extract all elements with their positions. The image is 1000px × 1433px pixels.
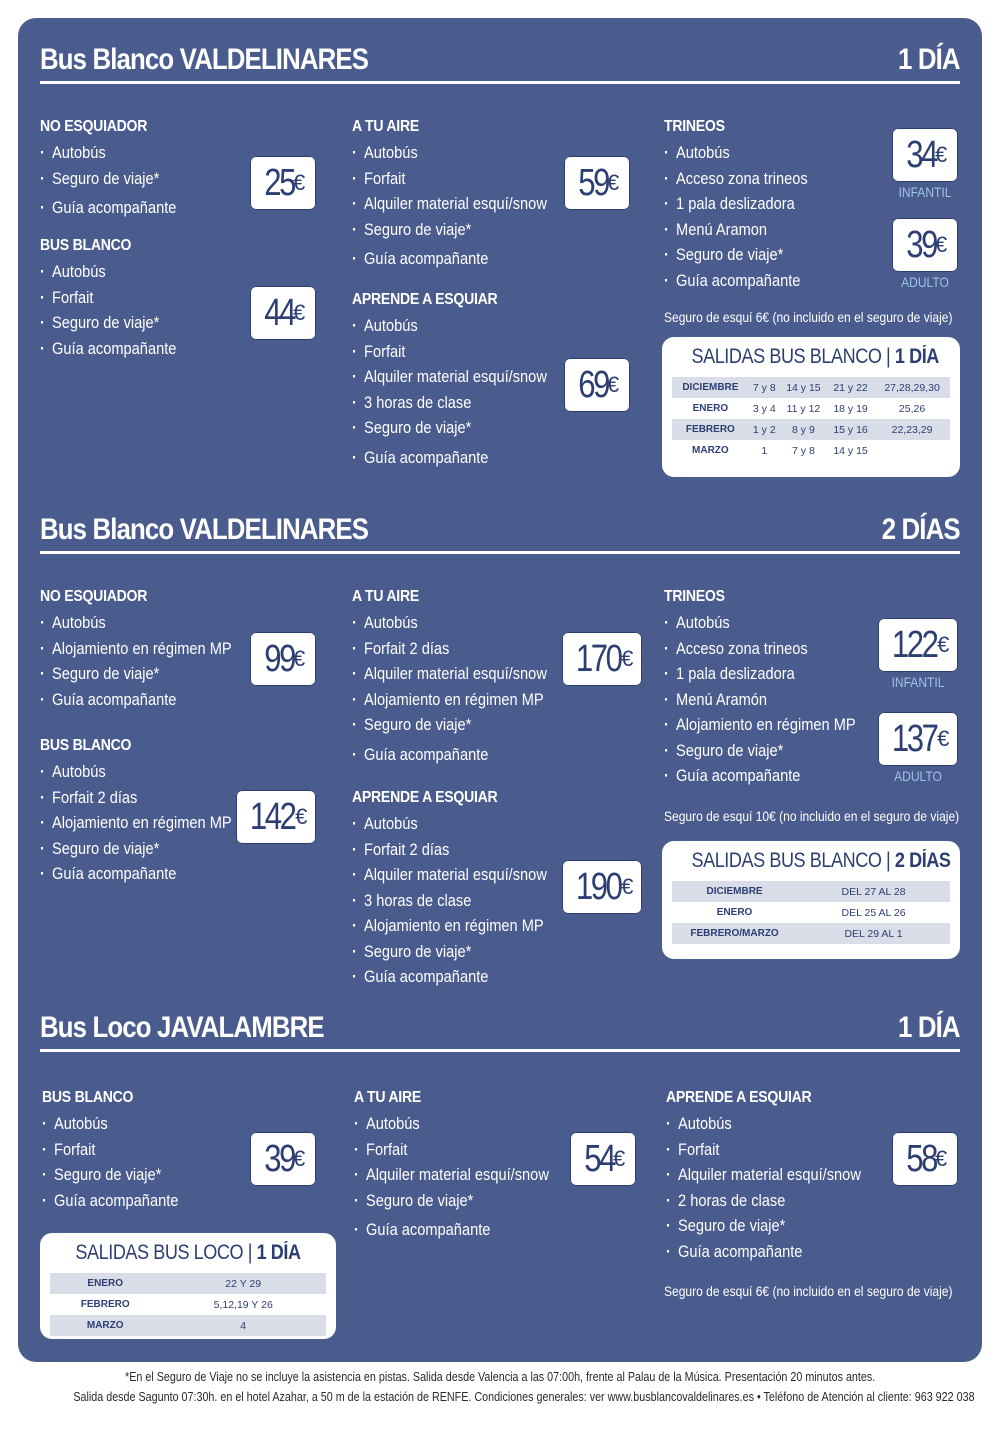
group-bus-blanco-1dia <box>40 237 199 361</box>
list-item: · Forfait <box>354 1137 549 1163</box>
schedule-title-light: SALIDAS BUS BLANCO | <box>691 849 891 872</box>
section-3-title-light: Bus Loco <box>40 1011 151 1044</box>
table-cell: DEL 27 AL 28 <box>797 881 950 902</box>
section-2-duration: 2 DÍAS <box>881 513 960 546</box>
euro-sign: € <box>935 1146 948 1171</box>
list-item: · 1 pala deslizadora <box>664 191 808 217</box>
list-item: · 1 pala deslizadora <box>664 661 856 687</box>
table-cell: FEBRERO <box>672 419 749 440</box>
list-item: · Alojamiento en régimen MP <box>352 913 547 939</box>
list-item: · Forfait 2 días <box>40 785 232 811</box>
table-cell: 15 y 16 <box>827 419 874 440</box>
table-cell: DEL 29 AL 1 <box>797 923 950 944</box>
table-cell: ENERO <box>692 403 729 414</box>
list-item: · Autobús <box>352 313 547 339</box>
list-item: · Alquiler material esquí/snow <box>352 862 547 888</box>
group-title: NO ESQUIADOR <box>40 118 148 135</box>
footer-line-2 <box>0 1390 1000 1404</box>
group-no-esquiador-1dia <box>40 118 199 221</box>
euro-sign: € <box>935 142 948 167</box>
euro-sign: € <box>621 874 634 899</box>
list-item: · Seguro de viaje* <box>352 712 547 738</box>
price-value: 44 <box>263 291 294 334</box>
price-value: 58 <box>905 1137 936 1180</box>
price-value: 34 <box>905 133 936 176</box>
table-row <box>50 1294 326 1315</box>
euro-sign: € <box>607 170 620 195</box>
ski-insurance-note: Seguro de esquí 6€ (no incluido en el seguro de viaje) <box>664 309 953 325</box>
table-cell: 8 y 9 <box>780 419 827 440</box>
price-value: 69 <box>577 363 608 406</box>
list-item: · Guía acompañante <box>40 195 176 221</box>
group-aprende-javalambre <box>666 1089 893 1264</box>
euro-sign: € <box>937 726 950 751</box>
group-title: BUS BLANCO <box>40 737 132 754</box>
group-title: APRENDE A ESQUIAR <box>666 1089 812 1106</box>
list-item: · Menú Aramon <box>664 217 808 243</box>
group-bus-blanco-javalambre <box>42 1089 201 1213</box>
list-item: · Guía acompañante <box>352 964 547 990</box>
list-item: · Seguro de viaje* <box>40 166 176 192</box>
table-cell: 14 y 15 <box>780 377 827 398</box>
list-item: · Autobús <box>664 610 856 636</box>
euro-sign: € <box>293 300 306 325</box>
group-title: NO ESQUIADOR <box>40 588 148 605</box>
list-item: · Alquiler material esquí/snow <box>666 1162 861 1188</box>
table-cell: 3 y 4 <box>752 402 776 415</box>
table-cell: 22,23,29 <box>874 419 950 440</box>
price-badge-child <box>892 128 958 182</box>
price-badge <box>250 1132 316 1186</box>
table-cell: FEBRERO/MARZO <box>672 923 797 944</box>
list-item: · 3 horas de clase <box>352 390 547 416</box>
table-cell: 18 y 19 <box>833 402 868 415</box>
list-item: · Guía acompañante <box>664 763 856 789</box>
section-2-header <box>40 514 960 554</box>
list-item: · Seguro de viaje* <box>352 415 547 441</box>
group-title: BUS BLANCO <box>42 1089 134 1106</box>
table-cell: 11 y 12 <box>786 402 821 415</box>
price-value: 25 <box>263 161 294 204</box>
price-badge <box>250 156 316 210</box>
euro-sign: € <box>621 646 634 671</box>
euro-sign: € <box>607 372 620 397</box>
group-bus-blanco-2dias <box>40 737 263 887</box>
section-3-title-bold: JAVALAMBRE <box>156 1011 324 1044</box>
table-row <box>672 881 950 902</box>
list-item: · Alquiler material esquí/snow <box>352 191 547 217</box>
group-a-tu-aire-1dia <box>352 118 579 272</box>
price-badge <box>564 156 630 210</box>
list-item: · Autobús <box>40 259 176 285</box>
group-title: A TU AIRE <box>352 588 419 605</box>
section-1-title <box>40 43 368 77</box>
infantil-label: INFANTIL <box>898 184 952 200</box>
group-a-tu-aire-2dias <box>352 588 579 767</box>
table-row <box>672 377 950 398</box>
table-cell: 1 y 2 <box>749 419 780 440</box>
list-item: · Guía acompañante <box>40 861 232 887</box>
section-1-header <box>40 44 960 84</box>
table-row <box>672 398 950 419</box>
price-badge <box>250 286 316 340</box>
ski-insurance-note: Seguro de esquí 6€ (no incluido en el seguro de viaje) <box>664 1283 953 1299</box>
section-3-header <box>40 1012 960 1052</box>
price-value: 190 <box>575 865 621 908</box>
schedule-box-2dias <box>662 841 960 959</box>
list-item: · Seguro de viaje* <box>40 836 232 862</box>
list-item: · Seguro de viaje* <box>666 1213 861 1239</box>
table-cell: 7 y 8 <box>792 444 815 457</box>
price-badge <box>892 1132 958 1186</box>
euro-sign: € <box>613 1146 626 1171</box>
section-2-title <box>40 513 368 547</box>
list-item: · Autobús <box>664 140 808 166</box>
price-value: 142 <box>249 795 295 838</box>
group-title: APRENDE A ESQUIAR <box>352 789 498 806</box>
table-cell: 27,28,29,30 <box>874 377 950 398</box>
list-item: · Autobús <box>666 1111 861 1137</box>
section-1-title-light: Bus Blanco <box>40 43 174 76</box>
list-item: · Alojamiento en régimen MP <box>352 687 547 713</box>
list-item: · Forfait <box>352 339 547 365</box>
list-item: · Acceso zona trineos <box>664 636 856 662</box>
list-item: · Autobús <box>40 759 232 785</box>
list-item: · Guía acompañante <box>666 1239 861 1265</box>
list-item: · Acceso zona trineos <box>664 166 808 192</box>
adulto-label: ADULTO <box>901 274 949 290</box>
euro-sign: € <box>293 170 306 195</box>
list-item: · Seguro de viaje* <box>664 738 856 764</box>
schedule-table <box>672 881 950 944</box>
group-aprende-2dias <box>352 789 579 990</box>
section-2-title-light: Bus Blanco <box>40 513 174 546</box>
list-item: · Forfait <box>42 1137 178 1163</box>
list-item: · Guía acompañante <box>664 268 808 294</box>
list-item: · Seguro de viaje* <box>352 939 547 965</box>
price-badge <box>562 632 642 686</box>
schedule-title <box>691 345 939 369</box>
schedule-title <box>69 1241 306 1265</box>
list-item: · Seguro de viaje* <box>354 1188 549 1214</box>
table-cell: ENERO <box>716 907 753 918</box>
list-item: · Forfait <box>352 166 547 192</box>
list-item: · Alojamiento en régimen MP <box>664 712 856 738</box>
table-row <box>672 419 950 440</box>
list-item: · Autobús <box>40 140 176 166</box>
table-cell: 14 y 15 <box>833 444 868 457</box>
table-cell: MARZO <box>50 1315 160 1336</box>
group-trineos-2dias <box>664 588 887 789</box>
list-item: · Alojamiento en régimen MP <box>40 636 232 662</box>
list-item: · Alquiler material esquí/snow <box>352 661 547 687</box>
list-item: · Autobús <box>42 1111 178 1137</box>
list-item: · Autobús <box>352 811 547 837</box>
list-item: · Guía acompañante <box>40 336 176 362</box>
table-cell: ENERO <box>50 1273 160 1294</box>
section-1-title-bold: VALDELINARES <box>179 43 369 76</box>
list-item: · Seguro de viaje* <box>40 661 232 687</box>
list-item: · Autobús <box>40 610 232 636</box>
table-cell: 21 y 22 <box>827 377 874 398</box>
group-title: TRINEOS <box>664 118 725 135</box>
section-3-title <box>40 1011 324 1045</box>
list-item: · Guía acompañante <box>352 246 547 272</box>
schedule-table <box>672 377 950 461</box>
euro-sign: € <box>937 632 950 657</box>
group-title: APRENDE A ESQUIAR <box>352 291 498 308</box>
schedule-table <box>50 1273 326 1336</box>
price-badge <box>570 1132 636 1186</box>
list-item: · Forfait 2 días <box>352 837 547 863</box>
price-badge <box>250 632 316 686</box>
group-trineos-1dia <box>664 118 831 293</box>
table-cell: FEBRERO <box>80 1299 130 1310</box>
list-item: · 3 horas de clase <box>352 888 547 914</box>
list-item: · Autobús <box>352 610 547 636</box>
section-3-duration: 1 DÍA <box>898 1011 960 1044</box>
list-item: · Seguro de viaje* <box>40 310 176 336</box>
price-badge-adult <box>878 712 958 766</box>
group-aprende-1dia <box>352 291 579 470</box>
footer-text: Salida desde Sagunto 07:30h. en el hotel Azahar, a 50 m de la estación de RENFE. Condiciones generales: ver www.busblancovaldelinares.es • Teléfono de Atención al cliente: 963 922 038 <box>73 1390 975 1404</box>
table-cell: 5,12,19 Y 26 <box>213 1298 273 1311</box>
table-cell: 25,26 <box>898 402 926 415</box>
price-value: 54 <box>583 1137 614 1180</box>
schedule-title-bold: 1 DÍA <box>256 1241 301 1264</box>
list-item: · Autobús <box>352 140 547 166</box>
schedule-box-1dia <box>662 337 960 477</box>
list-item: · Guía acompañante <box>40 687 232 713</box>
list-item: · Alquiler material esquí/snow <box>354 1162 549 1188</box>
list-item: · Guía acompañante <box>42 1188 178 1214</box>
table-cell: DICIEMBRE <box>672 377 749 398</box>
section-1-duration: 1 DÍA <box>898 43 960 76</box>
euro-sign: € <box>293 1146 306 1171</box>
euro-sign: € <box>293 646 306 671</box>
list-item: · Guía acompañante <box>352 445 547 471</box>
group-title: A TU AIRE <box>354 1089 421 1106</box>
list-item: · Alojamiento en régimen MP <box>40 810 232 836</box>
list-item: · Forfait 2 días <box>352 636 547 662</box>
group-title: TRINEOS <box>664 588 725 605</box>
schedule-title-light: SALIDAS BUS BLANCO | <box>691 345 891 368</box>
price-badge <box>564 358 630 412</box>
table-row <box>672 902 950 923</box>
footer-text: *En el Seguro de Viaje no se incluye la asistencia en pistas. Salida desde Valencia a las 07:00h, frente al Palau de la Música. Presentación 20 minutos antes. <box>124 1370 876 1384</box>
table-row <box>50 1315 326 1336</box>
table-cell: DEL 25 AL 26 <box>841 906 906 919</box>
group-title: A TU AIRE <box>352 118 419 135</box>
ski-insurance-note: Seguro de esquí 10€ (no incluido en el seguro de viaje) <box>664 808 960 824</box>
table-row <box>50 1273 326 1294</box>
price-value: 122 <box>891 623 937 666</box>
group-no-esquiador-2dias <box>40 588 263 712</box>
table-cell <box>874 440 950 461</box>
price-value: 137 <box>891 717 937 760</box>
table-cell: DICIEMBRE <box>672 881 797 902</box>
footer-line-1 <box>0 1370 1000 1384</box>
table-row <box>672 440 950 461</box>
adulto-label: ADULTO <box>894 768 942 784</box>
list-item: · Alquiler material esquí/snow <box>352 364 547 390</box>
list-item: · 2 horas de clase <box>666 1188 861 1214</box>
table-cell: 1 <box>761 444 768 457</box>
table-cell: 4 <box>160 1315 326 1336</box>
list-item: · Forfait <box>40 285 176 311</box>
list-item: · Seguro de viaje* <box>352 217 547 243</box>
schedule-title-bold: 1 DÍA <box>894 345 939 368</box>
euro-sign: € <box>295 804 308 829</box>
list-item: · Menú Aramón <box>664 687 856 713</box>
group-a-tu-aire-javalambre <box>354 1089 581 1243</box>
schedule-title <box>691 849 951 873</box>
schedule-box-javalambre <box>40 1233 336 1339</box>
price-value: 99 <box>263 637 294 680</box>
price-value: 39 <box>263 1137 294 1180</box>
infantil-label: INFANTIL <box>891 674 945 690</box>
table-row <box>672 923 950 944</box>
list-item: · Seguro de viaje* <box>664 242 808 268</box>
euro-sign: € <box>935 232 948 257</box>
price-value: 39 <box>905 223 936 266</box>
schedule-title-light: SALIDAS BUS LOCO | <box>75 1241 252 1264</box>
list-item: · Seguro de viaje* <box>42 1162 178 1188</box>
price-badge-child <box>878 618 958 672</box>
price-badge <box>562 860 642 914</box>
price-badge <box>236 790 316 844</box>
price-badge-adult <box>892 218 958 272</box>
schedule-title-bold: 2 DÍAS <box>894 849 951 872</box>
table-cell: 7 y 8 <box>749 377 780 398</box>
list-item: · Autobús <box>354 1111 549 1137</box>
list-item: · Guía acompañante <box>352 742 547 768</box>
list-item: · Guía acompañante <box>354 1217 549 1243</box>
section-2-title-bold: VALDELINARES <box>179 513 369 546</box>
price-value: 59 <box>577 161 608 204</box>
price-value: 170 <box>575 637 621 680</box>
table-cell: MARZO <box>692 445 729 456</box>
list-item: · Forfait <box>666 1137 861 1163</box>
table-cell: 22 Y 29 <box>160 1273 326 1294</box>
group-title: BUS BLANCO <box>40 237 132 254</box>
